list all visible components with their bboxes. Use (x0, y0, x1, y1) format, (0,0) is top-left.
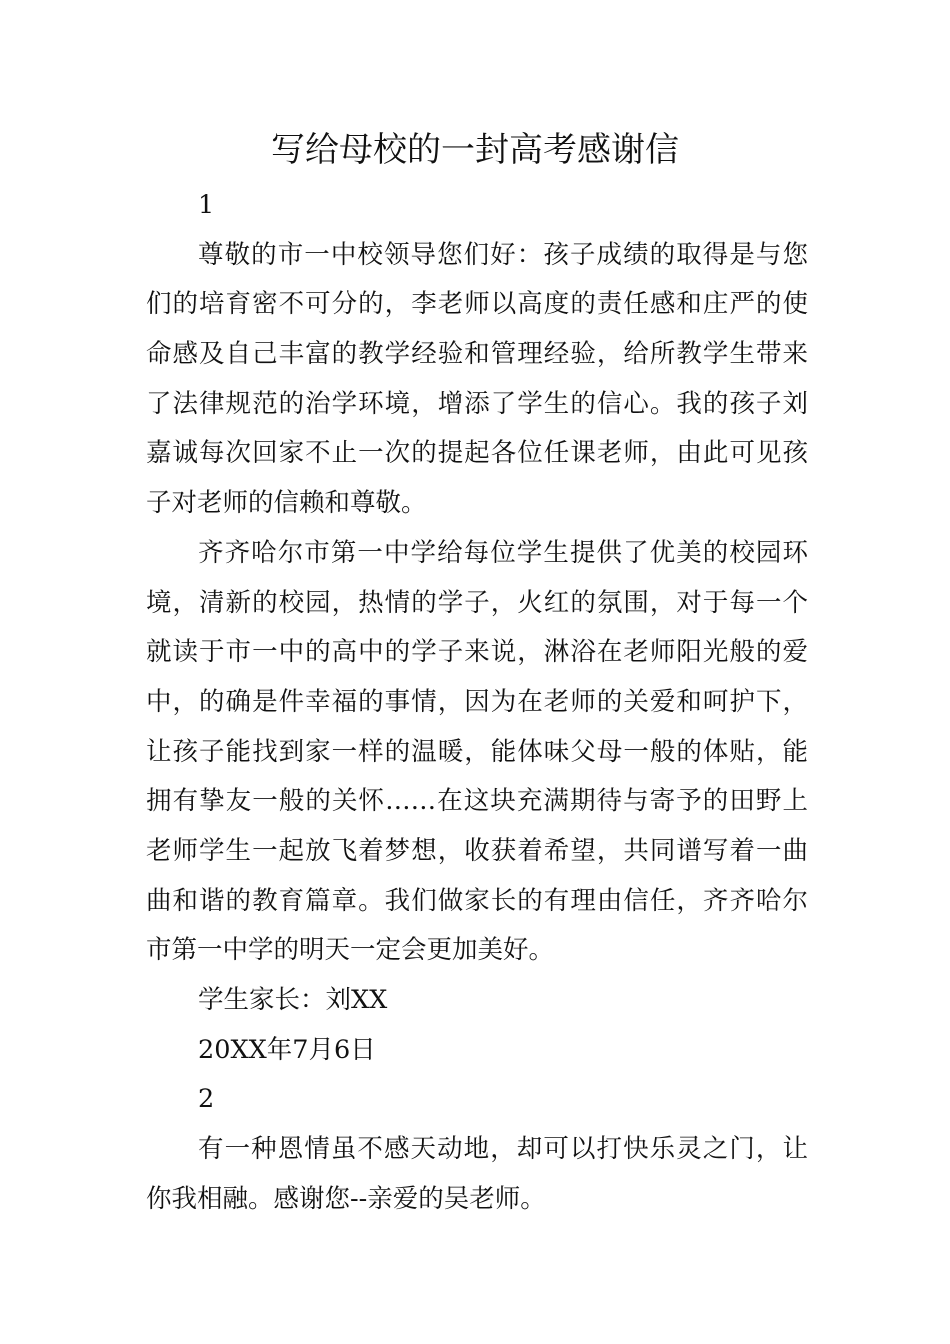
paragraph-line: 你我相融。感谢您--亲爱的吴老师。 (146, 1183, 546, 1214)
paragraph-line: 曲和谐的教育篇章。我们做家长的有理由信任，齐齐哈尔 (146, 885, 808, 916)
paragraph-line: 嘉诚每次回家不止一次的提起各位任课老师，由此可见孩 (146, 438, 808, 469)
paragraph-line: 命感及自己丰富的教学经验和管理经验，给所教学生带来 (146, 339, 808, 370)
section-number: 2 (198, 1084, 215, 1115)
signature-line: 学生家长：刘XX (198, 985, 388, 1015)
paragraph-line: 让孩子能找到家一样的温暖，能体味父母一般的体贴，能 (146, 736, 808, 767)
section-number: 1 (198, 190, 215, 220)
paragraph-line: 境，清新的校园，热情的学子，火红的氛围，对于每一个 (146, 587, 808, 618)
paragraph-line: 中，的确是件幸福的事情，因为在老师的关爱和呵护下， (146, 686, 808, 717)
paragraph-line: 尊敬的市一中校领导您们好：孩子成绩的取得是与您 (198, 239, 808, 270)
document-title: 写给母校的一封高考感谢信 (271, 130, 679, 170)
paragraph-line: 有一种恩情虽不感天动地，却可以打快乐灵之门，让 (198, 1134, 808, 1165)
date-line: 20XX年7月6日 (198, 1034, 376, 1065)
paragraph-line: 拥有挚友一般的关怀……在这块充满期待与寄予的田野上 (146, 786, 808, 817)
paragraph-line: 就读于市一中的高中的学子来说，淋浴在老师阳光般的爱 (146, 637, 808, 668)
paragraph-line: 们的培育密不可分的，李老师以高度的责任感和庄严的使 (146, 289, 808, 320)
paragraph-line: 齐齐哈尔市第一中学给每位学生提供了优美的校园环 (198, 537, 808, 568)
paragraph-line: 市第一中学的明天一定会更加美好。 (146, 935, 555, 966)
paragraph-line: 老师学生一起放飞着梦想，收获着希望，共同谱写着一曲 (146, 835, 808, 866)
paragraph-line: 子对老师的信赖和尊敬。 (146, 488, 427, 519)
document-body (146, 181, 808, 1224)
paragraph-line: 了法律规范的治学环境，增添了学生的信心。我的孩子刘 (146, 388, 808, 419)
